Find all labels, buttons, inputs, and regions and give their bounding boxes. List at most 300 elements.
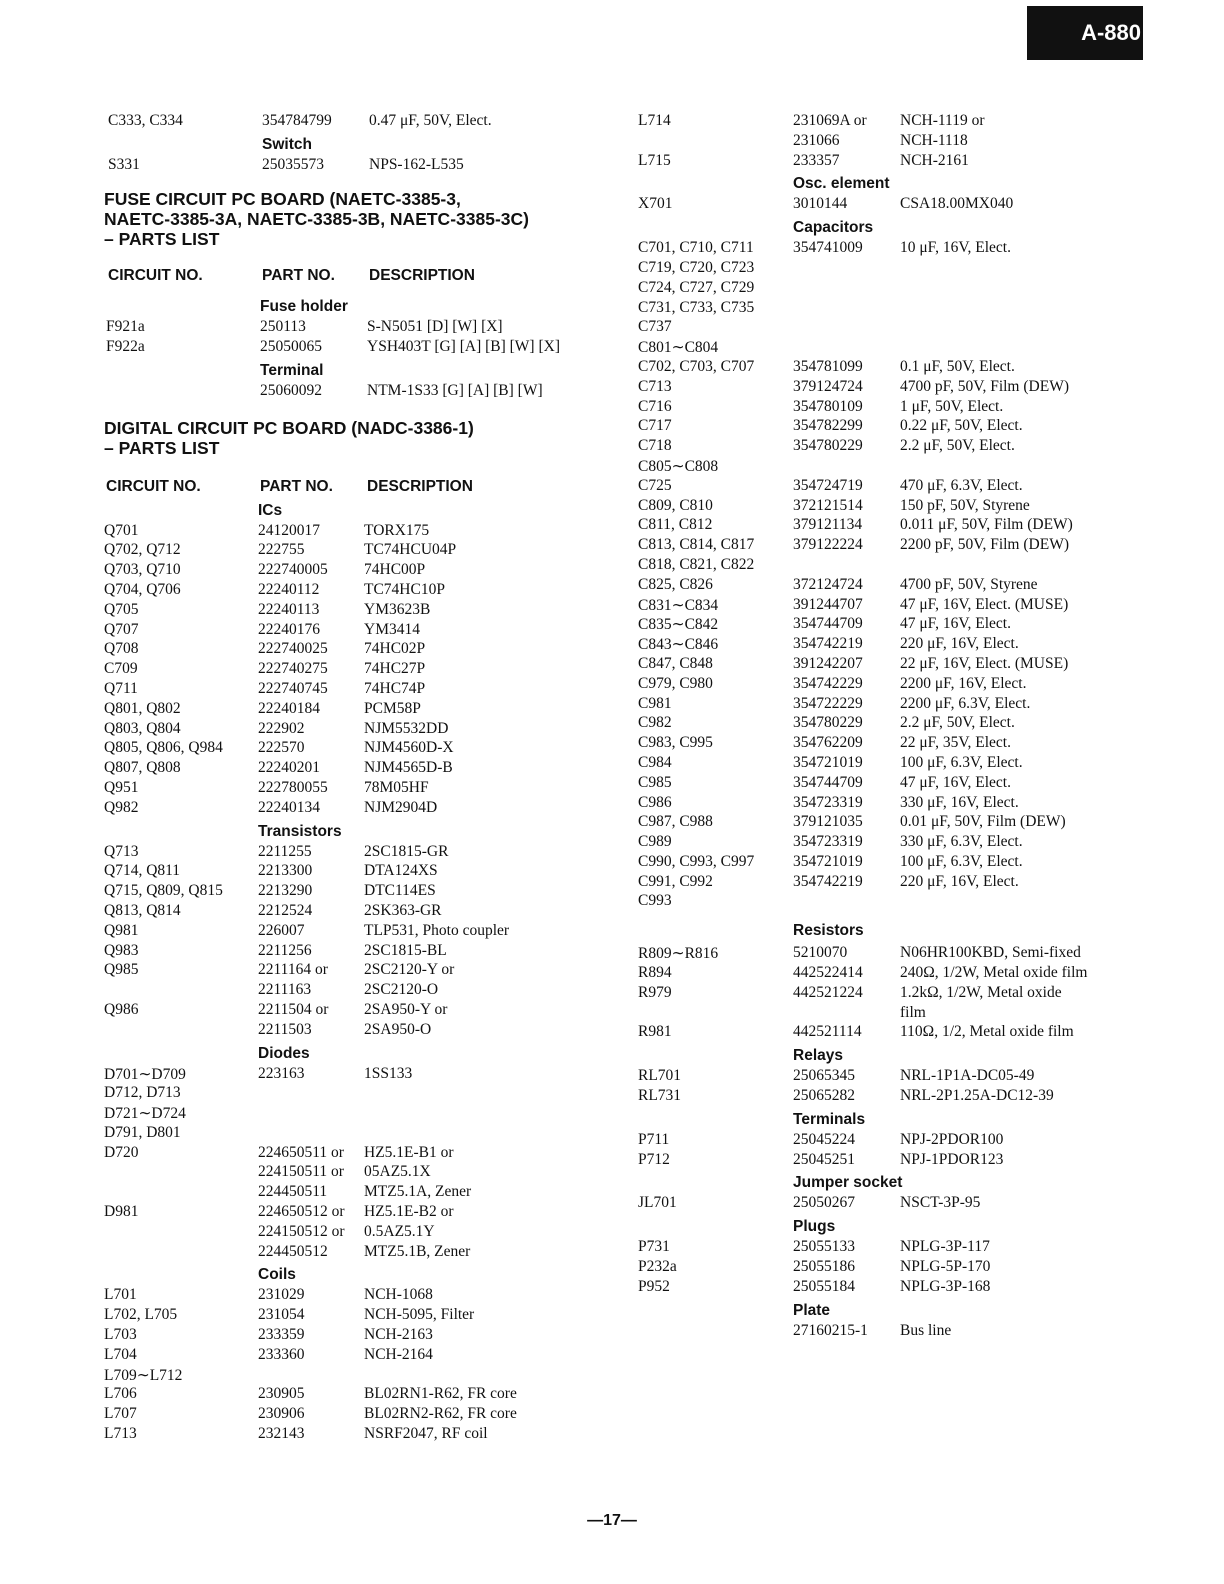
part-no: 2211164 or [258, 961, 328, 979]
part-no: 379121134 [793, 516, 863, 534]
part-no: 25035573 [262, 155, 324, 173]
category-heading [636, 1107, 1116, 1131]
part-row [104, 640, 604, 660]
description: 74HC02P [364, 640, 426, 658]
part-no: 25050267 [793, 1194, 855, 1212]
description: 2.2 μF, 50V, Elect. [900, 714, 1015, 732]
circuit-no: Q702, Q712 [104, 541, 181, 559]
circuit-no: R894 [638, 964, 672, 982]
part-row [636, 1151, 1116, 1171]
part-row [636, 556, 1116, 576]
part-row [636, 794, 1116, 814]
part-no: 3010144 [793, 195, 848, 213]
part-no: 25045251 [793, 1150, 855, 1168]
part-row [636, 1131, 1116, 1151]
part-row [104, 1286, 604, 1306]
category-heading [104, 294, 604, 318]
part-row [104, 522, 604, 542]
circuit-no: C990, C993, C997 [638, 852, 755, 870]
part-row [636, 964, 1116, 984]
circuit-no: L703 [104, 1326, 137, 1344]
description: NPJ-1PDOR123 [900, 1150, 1004, 1168]
part-no: 22240134 [258, 798, 320, 816]
part-row [636, 417, 1116, 437]
part-no: 379121035 [793, 813, 863, 831]
circuit-no: P712 [638, 1150, 670, 1168]
part-no: 354721019 [793, 753, 863, 771]
description: 470 μF, 6.3V, Elect. [900, 476, 1023, 494]
part-no: 2211255 [258, 842, 312, 860]
circuit-no: C986 [638, 793, 672, 811]
part-row [636, 1067, 1116, 1087]
part-row [104, 1425, 604, 1445]
circuit-no: C801∼C804 [638, 339, 719, 357]
description: 0.22 μF, 50V, Elect. [900, 417, 1023, 435]
circuit-no: C847, C848 [638, 654, 713, 672]
circuit-no: Q703, Q710 [104, 561, 181, 579]
circuit-no: D720 [104, 1143, 139, 1161]
category-heading [636, 1214, 1116, 1238]
part-row [104, 1001, 604, 1021]
circuit-no: L709∼L712 [104, 1366, 183, 1384]
description: 1.2kΩ, 1/2W, Metal oxide [900, 983, 1062, 1001]
part-no: 379122224 [793, 536, 863, 554]
part-no: 222740745 [258, 679, 328, 697]
part-no: 354780109 [793, 397, 863, 415]
part-row [636, 892, 1116, 912]
circuit-no: C717 [638, 417, 672, 435]
part-row [104, 112, 604, 132]
part-no: 391242207 [793, 654, 863, 672]
circuit-no: Q986 [104, 1000, 139, 1018]
circuit-no: C709 [104, 660, 138, 678]
description: BL02RN1-R62, FR core [364, 1385, 517, 1403]
part-row [104, 720, 604, 740]
category-label: Terminal [260, 361, 324, 379]
part-no: 222780055 [258, 778, 328, 796]
part-row [104, 382, 604, 402]
parts-list-digital [104, 498, 604, 1445]
part-row [636, 1322, 1116, 1342]
description: 78M05HF [364, 778, 429, 796]
part-no: 354744709 [793, 615, 863, 633]
circuit-no: D712, D713 [104, 1084, 181, 1102]
description: 100 μF, 6.3V, Elect. [900, 753, 1023, 771]
circuit-no: L713 [104, 1425, 137, 1443]
part-row [104, 1021, 604, 1041]
category-label: Diodes [258, 1044, 310, 1062]
description: NJM4560D-X [364, 739, 454, 757]
digital-board-title [104, 418, 604, 458]
category-label: Capacitors [793, 219, 874, 237]
category-heading [104, 819, 604, 843]
category-label: Transistors [258, 822, 342, 840]
description: YSH403T [G] [A] [B] [W] [X] [367, 338, 560, 356]
part-no: 354741009 [793, 239, 863, 257]
circuit-no: Q708 [104, 640, 139, 658]
category-label: Coils [258, 1266, 296, 1284]
part-no: 2213300 [258, 862, 313, 880]
description: NPJ-2PDOR100 [900, 1130, 1004, 1148]
digital-title-line: DIGITAL CIRCUIT PC BOARD (NADC-3386-1) [104, 417, 474, 438]
circuit-no: Q704, Q706 [104, 580, 181, 598]
part-row [104, 1144, 604, 1164]
part-no: 354744709 [793, 773, 863, 791]
part-row [104, 1065, 604, 1085]
part-row [104, 680, 604, 700]
circuit-no: C725 [638, 476, 672, 494]
part-no: 25055133 [793, 1238, 855, 1256]
part-row [104, 1243, 604, 1263]
circuit-no: P232a [638, 1258, 677, 1276]
description: 2.2 μF, 50V, Elect. [900, 437, 1015, 455]
circuit-no: Q807, Q808 [104, 759, 181, 777]
circuit-no: D791, D801 [104, 1123, 181, 1141]
circuit-no: C809, C810 [638, 496, 713, 514]
circuit-no: F921a [106, 318, 145, 336]
part-row [636, 873, 1116, 893]
model-badge: A-880 [1027, 6, 1143, 60]
circuit-no: C737 [638, 318, 672, 336]
part-no: 379124724 [793, 377, 863, 395]
description: 110Ω, 1/2, Metal oxide film [900, 1023, 1074, 1041]
category-label: Fuse holder [260, 298, 348, 316]
circuit-no: C813, C814, C817 [638, 536, 755, 554]
part-row [104, 843, 604, 863]
category-heading [104, 498, 604, 522]
description: HZ5.1E-B1 or [364, 1143, 454, 1161]
description: 74HC74P [364, 679, 426, 697]
description: 100 μF, 6.3V, Elect. [900, 852, 1023, 870]
description: DTA124XS [364, 862, 438, 880]
circuit-no: C989 [638, 833, 672, 851]
circuit-no: P952 [638, 1277, 670, 1295]
circuit-no: Q707 [104, 620, 139, 638]
part-no: 25045224 [793, 1130, 855, 1148]
part-no: 354724719 [793, 476, 863, 494]
left-column [104, 112, 604, 1445]
part-no: 5210070 [793, 944, 848, 962]
description: 4700 pF, 50V, Film (DEW) [900, 377, 1069, 395]
part-no: 372124724 [793, 575, 863, 593]
circuit-no: RL731 [638, 1087, 682, 1105]
part-row [636, 437, 1116, 457]
description: N06HR100KBD, Semi-fixed [900, 944, 1081, 962]
description: NJM5532DD [364, 719, 449, 737]
description: NPLG-3P-117 [900, 1238, 990, 1256]
part-row [636, 239, 1116, 259]
part-row [104, 1104, 604, 1124]
circuit-no: Q711 [104, 679, 138, 697]
description: HZ5.1E-B2 or [364, 1203, 454, 1221]
part-row [636, 378, 1116, 398]
circuit-no: C987, C988 [638, 813, 713, 831]
part-row [636, 398, 1116, 418]
circuit-no: C985 [638, 773, 672, 791]
part-no: 231029 [258, 1286, 305, 1304]
part-no: 25065282 [793, 1087, 855, 1105]
part-no: 226007 [258, 921, 305, 939]
description: 74HC27P [364, 660, 426, 678]
part-row [636, 1194, 1116, 1214]
category-label: Plate [793, 1301, 831, 1319]
part-row [104, 621, 604, 641]
part-row [636, 259, 1116, 279]
circuit-no: C701, C710, C711 [638, 239, 754, 257]
circuit-no: Q801, Q802 [104, 699, 181, 717]
part-no: 354762209 [793, 734, 863, 752]
category-label: Relays [793, 1047, 843, 1065]
part-no: 2211504 or [258, 1000, 329, 1018]
part-no: 354742219 [793, 635, 863, 653]
part-row [636, 152, 1116, 172]
category-label: Plugs [793, 1218, 836, 1236]
category-heading [636, 215, 1116, 239]
circuit-no: R809∼R816 [638, 945, 719, 963]
circuit-no: P711 [638, 1130, 670, 1148]
part-row [104, 981, 604, 1001]
part-no: 231054 [258, 1306, 305, 1324]
part-no: 354723319 [793, 793, 863, 811]
fuse-title-line: FUSE CIRCUIT PC BOARD (NAETC-3385-3, [104, 188, 461, 209]
circuit-no: Q805, Q806, Q984 [104, 739, 223, 757]
part-row [636, 635, 1116, 655]
part-row [104, 862, 604, 882]
part-no: 233357 [793, 151, 840, 169]
part-no: 2211503 [258, 1020, 312, 1038]
part-row [104, 739, 604, 759]
circuit-no: L706 [104, 1385, 137, 1403]
part-row [104, 156, 604, 176]
part-row [104, 799, 604, 819]
fuse-column-headers [104, 267, 604, 287]
part-no: 233359 [258, 1326, 305, 1344]
part-row [636, 576, 1116, 596]
description: 4700 pF, 50V, Styrene [900, 575, 1038, 593]
part-no: 224650512 or [258, 1203, 345, 1221]
circuit-no: C702, C703, C707 [638, 357, 755, 375]
description: 150 pF, 50V, Styrene [900, 496, 1030, 514]
parts-list-continued [636, 112, 1116, 1341]
header-part-no: PART NO. [260, 477, 333, 495]
part-row [104, 922, 604, 942]
circuit-no: C818, C821, C822 [638, 555, 755, 573]
description: CSA18.00MX040 [900, 195, 1014, 213]
description: NCH-1119 or [900, 112, 985, 129]
part-no: 25055184 [793, 1277, 855, 1295]
description: 0.5AZ5.1Y [364, 1222, 435, 1240]
part-no: 230906 [258, 1405, 305, 1423]
part-no: 222755 [258, 541, 305, 559]
circuit-no: L701 [104, 1286, 137, 1304]
part-row [636, 813, 1116, 833]
description: YM3414 [364, 620, 420, 638]
part-row [104, 1306, 604, 1326]
category-label: Resistors [793, 922, 864, 940]
description: 2SC1815-GR [364, 842, 449, 860]
part-no: 2212524 [258, 901, 313, 919]
part-row [636, 833, 1116, 853]
circuit-no: D721∼D724 [104, 1105, 186, 1123]
description: 0.47 μF, 50V, Elect. [369, 112, 492, 129]
header-description: DESCRIPTION [367, 477, 473, 495]
description: DTC114ES [364, 882, 436, 900]
description: MTZ5.1B, Zener [364, 1242, 471, 1260]
description: 74HC00P [364, 561, 426, 579]
part-row [104, 541, 604, 561]
circuit-no: C843∼C846 [638, 636, 719, 654]
part-no: 2211163 [258, 981, 312, 999]
description: 47 μF, 16V, Elect. (MUSE) [900, 595, 1069, 613]
description: NJM2904D [364, 798, 438, 816]
circuit-no: C993 [638, 892, 672, 910]
description: NCH-1118 [900, 131, 968, 149]
page-number: —17— [587, 1512, 637, 1529]
circuit-no: Q713 [104, 842, 139, 860]
description: 22 μF, 35V, Elect. [900, 734, 1011, 752]
category-label: Terminals [793, 1110, 866, 1128]
circuit-no: P731 [638, 1238, 670, 1256]
circuit-no: C333, C334 [108, 112, 183, 129]
circuit-no: F922a [106, 338, 145, 356]
description: 220 μF, 16V, Elect. [900, 635, 1019, 653]
description: 2200 μF, 6.3V, Elect. [900, 694, 1031, 712]
category-heading [104, 1041, 604, 1065]
part-row [636, 457, 1116, 477]
description: Bus line [900, 1321, 952, 1339]
part-row [104, 318, 604, 338]
fuse-board-title [104, 189, 604, 249]
description: 2SC2120-O [364, 981, 439, 999]
circuit-no: C724, C727, C729 [638, 278, 755, 296]
circuit-no: C825, C826 [638, 575, 713, 593]
part-no: 391244707 [793, 595, 863, 613]
circuit-no: D701∼D709 [104, 1065, 186, 1083]
part-no: 22240184 [258, 699, 320, 717]
part-row [636, 655, 1116, 675]
description: NRL-2P1.25A-DC12-39 [900, 1087, 1054, 1105]
part-row [636, 754, 1116, 774]
description: NSCT-3P-95 [900, 1194, 981, 1212]
circuit-no: Q813, Q814 [104, 901, 181, 919]
description: film [900, 1003, 926, 1021]
circuit-no: Q714, Q811 [104, 862, 181, 880]
description: 0.01 μF, 50V, Film (DEW) [900, 813, 1066, 831]
description: 2SK363-GR [364, 901, 442, 919]
part-no: 442522414 [793, 964, 863, 982]
circuit-no: Q985 [104, 961, 139, 979]
part-no: 231069A or [793, 112, 867, 129]
category-label: Jumper socket [793, 1174, 903, 1192]
description: BL02RN2-R62, FR core [364, 1405, 517, 1423]
part-row [104, 1223, 604, 1243]
category-label: Switch [262, 135, 312, 153]
circuit-no: C831∼C834 [638, 596, 719, 614]
description: 47 μF, 16V, Elect. [900, 773, 1011, 791]
part-row [636, 497, 1116, 517]
circuit-no: Q701 [104, 521, 139, 539]
part-no: 442521114 [793, 1023, 862, 1041]
part-row [636, 1023, 1116, 1043]
description: 1SS133 [364, 1064, 413, 1082]
category-heading [636, 1043, 1116, 1067]
description: 220 μF, 16V, Elect. [900, 872, 1019, 890]
description: 2SA950-O [364, 1020, 432, 1038]
part-no: 233360 [258, 1345, 305, 1363]
fuse-title-line: – PARTS LIST [104, 228, 220, 249]
description: 2200 pF, 50V, Film (DEW) [900, 536, 1069, 554]
category-heading [636, 1170, 1116, 1194]
circuit-no: C991, C992 [638, 872, 713, 890]
circuit-no: L714 [638, 112, 671, 129]
description: NCH-5095, Filter [364, 1306, 475, 1324]
description: TC74HCU04P [364, 541, 457, 559]
circuit-no: C984 [638, 753, 672, 771]
part-row [636, 1258, 1116, 1278]
part-row [636, 774, 1116, 794]
circuit-no: R981 [638, 1023, 672, 1041]
circuit-no: C713 [638, 377, 672, 395]
part-row [636, 695, 1116, 715]
part-row [104, 700, 604, 720]
description: NSRF2047, RF coil [364, 1425, 488, 1443]
circuit-no: Q982 [104, 798, 139, 816]
circuit-no: L707 [104, 1405, 137, 1423]
part-row [636, 944, 1116, 964]
circuit-no: C835∼C842 [638, 616, 719, 634]
description: 47 μF, 16V, Elect. [900, 615, 1011, 633]
circuit-no: C982 [638, 714, 672, 732]
category-heading [104, 132, 604, 156]
category-label: ICs [258, 501, 283, 519]
header-circuit-no: CIRCUIT NO. [106, 477, 201, 495]
part-row [636, 516, 1116, 536]
part-row [104, 660, 604, 680]
description: YM3623B [364, 600, 431, 618]
circuit-no: Q951 [104, 778, 139, 796]
description: 10 μF, 16V, Elect. [900, 239, 1011, 257]
part-no: 2213290 [258, 882, 313, 900]
part-no: 372121514 [793, 496, 863, 514]
circuit-no: C811, C812 [638, 516, 713, 534]
description: TC74HC10P [364, 580, 445, 598]
part-row [104, 561, 604, 581]
part-no: 2211256 [258, 941, 312, 959]
description: 1 μF, 50V, Elect. [900, 397, 1004, 415]
description: NCH-2161 [900, 151, 969, 169]
part-row [104, 1346, 604, 1366]
part-no: 222740005 [258, 561, 328, 579]
description: MTZ5.1A, Zener [364, 1183, 472, 1201]
description: 240Ω, 1/2W, Metal oxide film [900, 964, 1088, 982]
category-heading [104, 358, 604, 382]
right-column [636, 112, 1116, 1341]
header-part-no: PART NO. [262, 266, 335, 284]
category-heading [636, 912, 1116, 944]
description: NCH-2164 [364, 1345, 433, 1363]
header-description: DESCRIPTION [369, 266, 475, 284]
circuit-no: C731, C733, C735 [638, 298, 755, 316]
circuit-no: L704 [104, 1345, 137, 1363]
circuit-no: C716 [638, 397, 672, 415]
part-row [104, 1203, 604, 1223]
part-row [104, 1326, 604, 1346]
part-row [104, 961, 604, 981]
part-row [636, 853, 1116, 873]
category-heading [104, 1262, 604, 1286]
part-row [104, 902, 604, 922]
part-row [636, 279, 1116, 299]
